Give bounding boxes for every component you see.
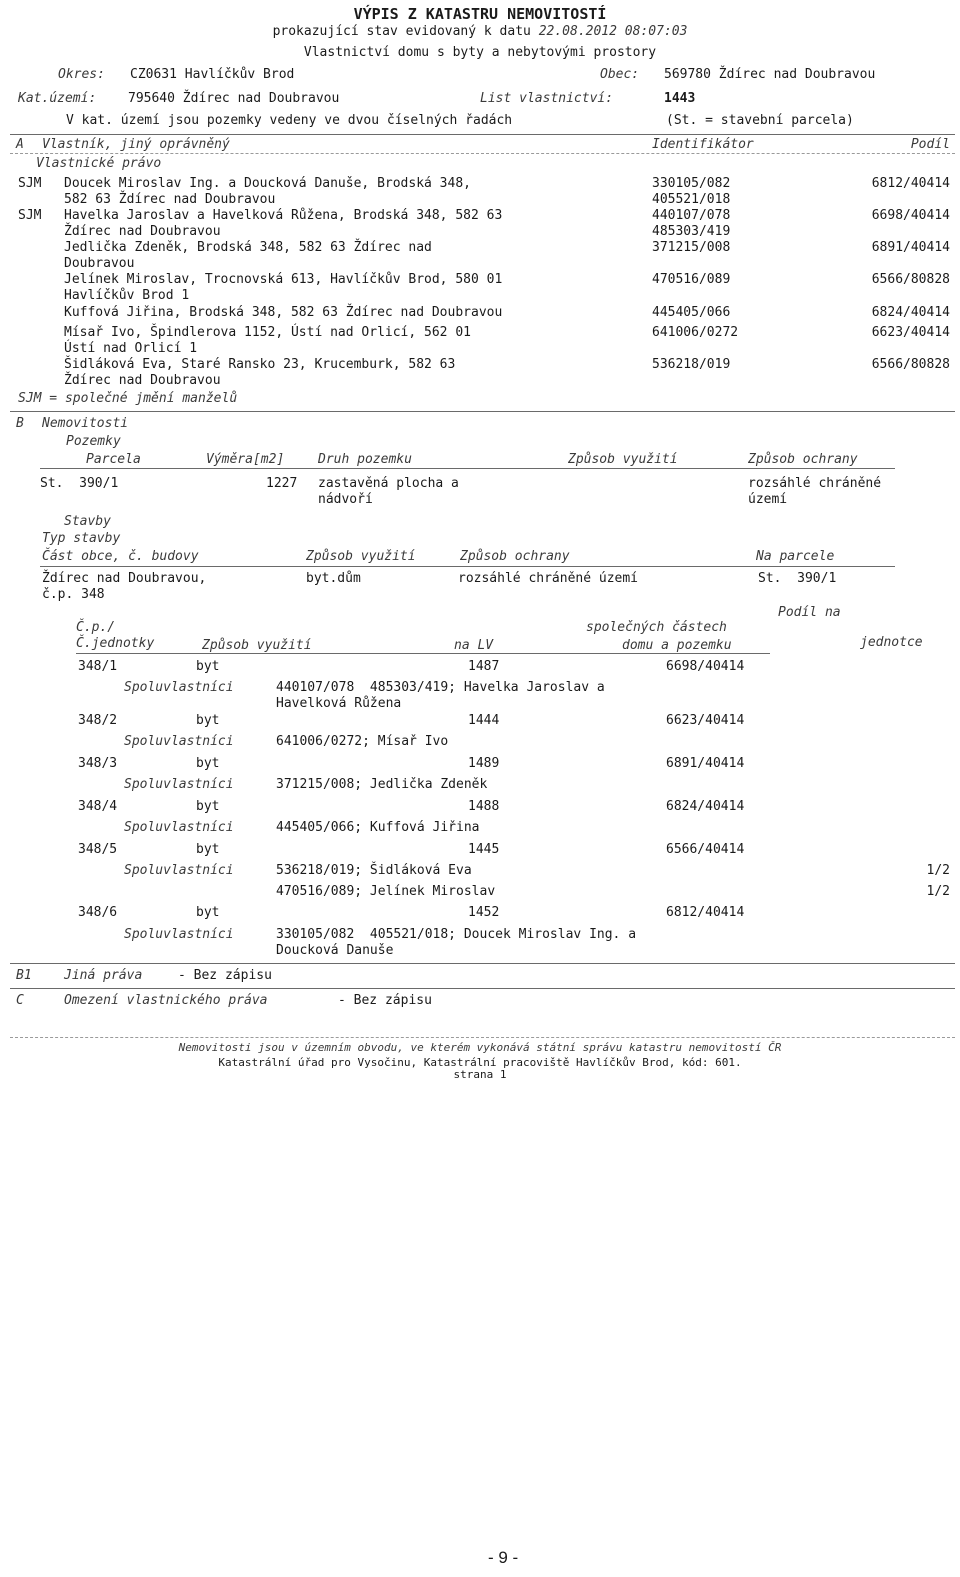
divider bbox=[10, 1037, 955, 1038]
section-c-title: Omezení vlastnického práva bbox=[64, 993, 268, 1008]
unit-type: byt bbox=[196, 756, 220, 771]
co-owners-label: Spoluvlastníci bbox=[124, 734, 234, 749]
parcel-number: St. 390/1 bbox=[40, 476, 119, 491]
unit-share: 6812/40414 bbox=[666, 905, 745, 920]
unit-type: byt bbox=[196, 842, 220, 857]
unit-number: 348/6 bbox=[78, 905, 118, 920]
col-na-parcele: Na parcele bbox=[756, 549, 835, 564]
owner-line1: Havelka Jaroslav a Havelková Růžena, Brodská 348, 582 63 bbox=[64, 208, 503, 223]
owner-id1: 470516/089 bbox=[652, 272, 731, 287]
co-owner: 440107/078 485303/419; Havelka Jaroslav a bbox=[276, 680, 605, 695]
owner-line1: Kuffová Jiřina, Brodská 348, 582 63 Ždírec nad Doubravou bbox=[64, 305, 503, 320]
unit-share: 6623/40414 bbox=[666, 713, 745, 728]
sjm-footnote: SJM = společné jmění manželů bbox=[18, 391, 238, 406]
units-col-zpusob: Způsob využití bbox=[202, 638, 312, 653]
owner-share: 6566/80828 bbox=[871, 357, 950, 372]
owner-share: 6566/80828 bbox=[871, 272, 950, 287]
col-share-header: Podíl bbox=[910, 137, 950, 152]
co-owners-label: Spoluvlastníci bbox=[124, 680, 234, 695]
section-b1-value: - Bez zápisu bbox=[178, 968, 272, 983]
document-subtitle bbox=[0, 24, 960, 40]
co-owners-label: Spoluvlastníci bbox=[124, 820, 234, 835]
owner-line2: Doubravou bbox=[64, 256, 135, 271]
pozemky-header: Pozemky bbox=[66, 434, 121, 449]
unit-lv: 1444 bbox=[468, 713, 500, 728]
co-owner: 371215/008; Jedlička Zdeněk bbox=[276, 777, 488, 792]
parcel-type: zastavěná plocha a bbox=[318, 476, 459, 491]
owner-line1: Mísař Ivo, Špindlerova 1152, Ústí nad Orlicí, 562 01 bbox=[64, 325, 471, 340]
ownership-right-header: Vlastnické právo bbox=[36, 156, 162, 171]
owner-id2: 405521/018 bbox=[652, 192, 731, 207]
co-owner: 641006/0272; Mísař Ivo bbox=[276, 734, 449, 749]
unit-number: 348/1 bbox=[78, 659, 118, 674]
record-date: 22.08.2012 08:07:03 bbox=[538, 24, 688, 39]
divider bbox=[10, 988, 955, 989]
divider bbox=[10, 153, 955, 154]
col-vyuziti: Způsob využití bbox=[568, 452, 678, 467]
owner-share: 6891/40414 bbox=[871, 240, 950, 255]
owner-line2: 582 63 Ždírec nad Doubravou bbox=[64, 192, 276, 207]
co-owner-cont: Doucková Danuše bbox=[276, 943, 394, 958]
co-owners-label: Spoluvlastníci bbox=[124, 777, 234, 792]
kat-note: V kat. území jsou pozemky vedeny ve dvou číselných řadách bbox=[66, 113, 513, 128]
units-col-lv: na LV bbox=[454, 638, 494, 653]
kat-note-paren: (St. = stavební parcela) bbox=[666, 113, 854, 128]
co-owner: 330105/082 405521/018; Doucek Miroslav Ing. a bbox=[276, 927, 637, 942]
obec-value: 569780 Ždírec nad Doubravou bbox=[664, 67, 876, 82]
owner-id2: 485303/419 bbox=[652, 224, 731, 239]
col-ochrana: Způsob ochrany bbox=[748, 452, 858, 467]
co-owner: 470516/089; Jelínek Miroslav bbox=[276, 884, 496, 899]
col-vymera: Výměra[m2] bbox=[206, 452, 285, 467]
building-parcel: St. 390/1 bbox=[758, 571, 837, 586]
section-a-title: Vlastník, jiný oprávněný bbox=[42, 137, 230, 152]
obec-label: Obec: bbox=[600, 67, 640, 82]
unit-type: byt bbox=[196, 799, 220, 814]
divider bbox=[40, 468, 895, 469]
co-owner-cont: Havelková Růžena bbox=[276, 696, 402, 711]
lv-label: List vlastnictví: bbox=[480, 91, 614, 106]
unit-share: 6891/40414 bbox=[666, 756, 745, 771]
divider bbox=[10, 134, 955, 135]
owner-line2: Havlíčkův Brod 1 bbox=[64, 288, 190, 303]
katuzemi-label: Kat.území: bbox=[18, 91, 97, 106]
units-col-spolecnych: společných částech bbox=[586, 620, 727, 635]
building-protection: rozsáhlé chráněné území bbox=[458, 571, 639, 586]
owner-line2: Ústí nad Orlicí 1 bbox=[64, 341, 198, 356]
col-stavby-vyuziti: Způsob využití bbox=[306, 549, 416, 564]
owner-line1: Doucek Miroslav Ing. a Doucková Danuše, Brodská 348, bbox=[64, 176, 471, 191]
col-druh: Druh pozemku bbox=[318, 452, 412, 467]
stavby-header: Stavby bbox=[64, 514, 111, 529]
footer-line1: Nemovitosti jsou v územním obvodu, ve kterém vykonává státní správu katastru nemovitostí ČR bbox=[178, 1041, 782, 1054]
katuzemi-value: 795640 Ždírec nad Doubravou bbox=[128, 91, 340, 106]
units-col-cp: Č.p./ bbox=[76, 620, 116, 635]
building-use: byt.dům bbox=[306, 571, 361, 586]
section-c-label: C bbox=[16, 993, 24, 1008]
document-title: VÝPIS Z KATASTRU NEMOVITOSTÍ bbox=[353, 5, 607, 23]
section-b-title: Nemovitosti bbox=[42, 416, 129, 431]
subtitle-prefix: prokazující stav evidovaný k datu bbox=[272, 24, 531, 39]
owner-id1: 440107/078 bbox=[652, 208, 731, 223]
owner-share: 6824/40414 bbox=[871, 305, 950, 320]
okres-label: Okres: bbox=[58, 67, 105, 82]
unit-number: 348/2 bbox=[78, 713, 118, 728]
unit-lv: 1488 bbox=[468, 799, 500, 814]
owner-prefix: SJM bbox=[18, 176, 42, 191]
parcel-type-cont: nádvoří bbox=[318, 492, 373, 507]
units-col-cjednotky: Č.jednotky bbox=[76, 636, 155, 651]
co-owner: 445405/066; Kuffová Jiřina bbox=[276, 820, 480, 835]
unit-lv: 1445 bbox=[468, 842, 500, 857]
co-owner-share: 1/2 bbox=[926, 884, 950, 899]
unit-lv: 1452 bbox=[468, 905, 500, 920]
unit-share: 6824/40414 bbox=[666, 799, 745, 814]
parcel-protection: rozsáhlé chráněné bbox=[748, 476, 882, 491]
building-location: Ždírec nad Doubravou, bbox=[42, 571, 207, 586]
section-b1-title: Jiná práva bbox=[64, 968, 143, 983]
divider bbox=[10, 963, 955, 964]
owner-share: 6698/40414 bbox=[871, 208, 950, 223]
owner-line2: Ždírec nad Doubravou bbox=[64, 373, 221, 388]
unit-lv: 1489 bbox=[468, 756, 500, 771]
section-c-value: - Bez zápisu bbox=[338, 993, 432, 1008]
okres-value: CZ0631 Havlíčkův Brod bbox=[130, 67, 295, 82]
units-col-domu: domu a pozemku bbox=[622, 638, 732, 653]
divider bbox=[10, 411, 955, 412]
footer-line2: Katastrální úřad pro Vysočinu, Katastrální pracoviště Havlíčkův Brod, kód: 601. bbox=[218, 1056, 742, 1069]
lv-value: 1443 bbox=[664, 91, 696, 106]
co-owner-share: 1/2 bbox=[926, 863, 950, 878]
owner-id1: 445405/066 bbox=[652, 305, 731, 320]
units-col-jednotce: jednotce bbox=[860, 635, 923, 650]
co-owner: 536218/019; Šidláková Eva bbox=[276, 863, 472, 878]
divider bbox=[40, 566, 895, 567]
section-a-label: A bbox=[16, 137, 24, 152]
unit-share: 6698/40414 bbox=[666, 659, 745, 674]
owner-prefix: SJM bbox=[18, 208, 42, 223]
section-b-label: B bbox=[16, 416, 24, 431]
ownership-type: Vlastnictví domu s byty a nebytovými prostory bbox=[303, 45, 657, 60]
owner-share: 6623/40414 bbox=[871, 325, 950, 340]
col-identifier-header: Identifikátor bbox=[652, 137, 754, 152]
page-number: - 9 - bbox=[488, 1548, 519, 1567]
unit-type: byt bbox=[196, 905, 220, 920]
unit-share: 6566/40414 bbox=[666, 842, 745, 857]
parcel-area: 1227 bbox=[266, 476, 298, 491]
divider bbox=[76, 653, 770, 654]
owner-id1: 641006/0272 bbox=[652, 325, 739, 340]
unit-type: byt bbox=[196, 659, 220, 674]
building-number: č.p. 348 bbox=[42, 587, 105, 602]
unit-number: 348/5 bbox=[78, 842, 118, 857]
unit-number: 348/3 bbox=[78, 756, 118, 771]
unit-number: 348/4 bbox=[78, 799, 118, 814]
footer-line3: strana 1 bbox=[453, 1068, 507, 1081]
owner-line1: Šidláková Eva, Staré Ransko 23, Krucemburk, 582 63 bbox=[64, 357, 456, 372]
col-parcela: Parcela bbox=[86, 452, 141, 467]
owner-share: 6812/40414 bbox=[871, 176, 950, 191]
co-owners-label: Spoluvlastníci bbox=[124, 927, 234, 942]
owner-id1: 330105/082 bbox=[652, 176, 731, 191]
unit-lv: 1487 bbox=[468, 659, 500, 674]
section-b1-label: B1 bbox=[16, 968, 32, 983]
unit-type: byt bbox=[196, 713, 220, 728]
parcel-protection-cont: území bbox=[748, 492, 788, 507]
owner-id1: 371215/008 bbox=[652, 240, 731, 255]
owner-id1: 536218/019 bbox=[652, 357, 731, 372]
co-owners-label: Spoluvlastníci bbox=[124, 863, 234, 878]
owner-line1: Jelínek Miroslav, Trocnovská 613, Havlíčkův Brod, 580 01 bbox=[64, 272, 503, 287]
owner-line1: Jedlička Zdeněk, Brodská 348, 582 63 Ždírec nad bbox=[64, 240, 432, 255]
owner-line2: Ždírec nad Doubravou bbox=[64, 224, 221, 239]
col-cast-obce: Část obce, č. budovy bbox=[42, 549, 199, 564]
typ-stavby-header: Typ stavby bbox=[42, 531, 121, 546]
col-stavby-ochrana: Způsob ochrany bbox=[460, 549, 570, 564]
units-col-podil-na: Podíl na bbox=[778, 605, 841, 620]
